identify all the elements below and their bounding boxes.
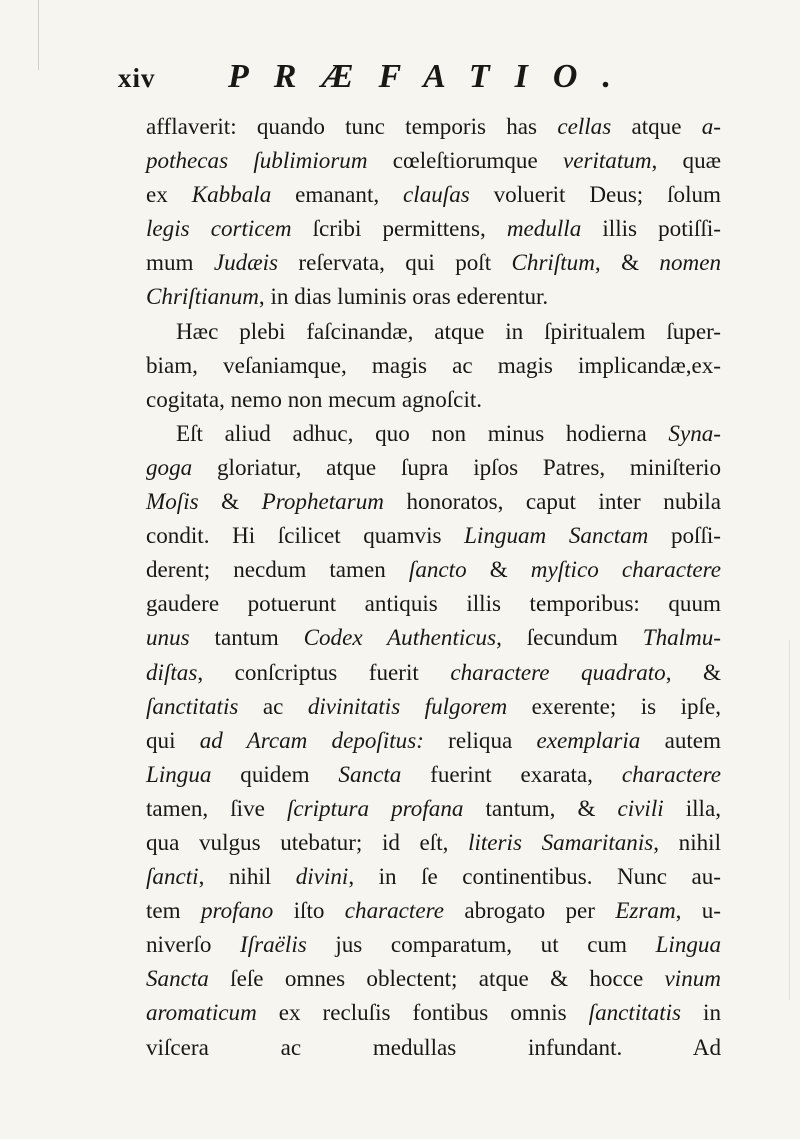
italic-run: aromaticum xyxy=(146,999,257,1026)
italic-run: ſancti xyxy=(146,863,199,890)
text-line xyxy=(146,791,721,825)
italic-run: ad Arcam depoſitus: xyxy=(199,726,424,753)
italic-run: Thalmu- xyxy=(642,624,722,651)
text-run: condit. Hi ſcilicet quamvis xyxy=(146,522,465,549)
text-run: niverſo xyxy=(146,931,241,958)
italic-run: Linguam Sanctam xyxy=(464,522,649,549)
catchword: Ad xyxy=(692,1033,721,1060)
text-run: reliqua xyxy=(423,726,537,753)
text-run: illis potiſſi- xyxy=(581,215,721,242)
text-run: viſcera ac medullas infundant. xyxy=(146,1033,623,1060)
text-run: , nihil xyxy=(653,828,721,855)
italic-run: pothecas ſublimiorum xyxy=(146,147,368,174)
italic-run: profano xyxy=(200,897,274,924)
text-line xyxy=(146,143,721,177)
text-line xyxy=(146,279,721,313)
text-line xyxy=(146,552,721,586)
italic-run: divinitatis fulgorem xyxy=(307,692,508,719)
paragraph xyxy=(146,109,721,314)
text-run: gloriatur, atque ſupra ipſos Patres, miniſterio xyxy=(192,453,721,480)
italic-run: myſtico charactere xyxy=(530,556,722,583)
text-line xyxy=(146,586,721,620)
text-line xyxy=(146,825,721,859)
text-run: , in ſe continentibus. Nunc au- xyxy=(348,863,721,890)
text-run: qua vulgus utebatur; id eſt, xyxy=(146,828,469,855)
italic-run: Sancta xyxy=(146,965,209,992)
italic-run: cellas xyxy=(557,113,612,139)
text-run: poſſi- xyxy=(648,522,721,549)
text-line xyxy=(146,109,721,143)
running-head xyxy=(118,58,710,108)
text-line xyxy=(146,314,721,348)
text-run: honoratos, caput inter nubila xyxy=(383,488,721,515)
text-run: , u- xyxy=(675,897,721,924)
italic-run: Prophetarum xyxy=(261,488,384,515)
text-run: cœleſtiorumque xyxy=(367,147,563,174)
italic-run: Chriſtum xyxy=(511,249,595,276)
italic-run: Chriſtianum xyxy=(146,283,259,310)
italic-run: civili xyxy=(617,794,664,821)
text-run: , & xyxy=(594,249,660,276)
text-line xyxy=(146,245,721,279)
text-run: tem xyxy=(146,897,201,924)
text-line xyxy=(146,177,721,211)
paragraph xyxy=(146,416,721,1064)
text-run: ſcribi permittens, xyxy=(291,215,507,242)
text-run: voluerit Deus; ſolum xyxy=(469,181,722,208)
text-line xyxy=(146,416,721,450)
text-run: gaudere potuerunt antiquis illis temporibus: quum xyxy=(146,590,721,617)
italic-run: legis corticem xyxy=(146,215,292,242)
text-run: ex xyxy=(146,181,192,208)
text-run: quidem xyxy=(211,760,339,787)
text-line xyxy=(146,927,721,961)
italic-run: Lingua xyxy=(655,931,722,958)
italic-run: a- xyxy=(701,113,721,139)
text-line xyxy=(146,620,721,654)
text-run: atque xyxy=(611,113,702,139)
text-run: Eſt aliud adhuc, quo non minus hodierna xyxy=(176,419,669,446)
text-line xyxy=(146,757,721,791)
text-run: derent; necdum tamen xyxy=(146,556,409,583)
text-run: , conſcriptus fuerit xyxy=(197,658,451,685)
italic-run: ſcriptura profana xyxy=(286,794,464,821)
paragraph xyxy=(146,314,721,416)
text-run: tantum, & xyxy=(463,794,618,821)
text-run: cogitata, nemo non mecum agnoſcit. xyxy=(146,385,483,412)
italic-run: medulla xyxy=(506,215,582,242)
running-title: PRÆFATIO. xyxy=(228,58,636,95)
text-run: autem xyxy=(640,726,721,753)
italic-run: ſanctitatis xyxy=(588,999,682,1026)
text-run: illa, xyxy=(663,794,721,821)
text-run: mum xyxy=(146,249,214,276)
italic-run: unus xyxy=(146,624,190,651)
text-line xyxy=(146,893,721,927)
text-line xyxy=(146,995,721,1029)
text-run: afflaverit: quando tunc temporis has xyxy=(146,113,558,139)
text-run: & xyxy=(198,488,262,515)
italic-run: Moſis xyxy=(146,488,199,515)
text-run: reſervata, qui poſt xyxy=(278,249,512,276)
italic-run: charactere xyxy=(621,760,721,787)
text-run: emanant, xyxy=(271,181,404,208)
italic-run: Ezram xyxy=(615,897,676,924)
italic-run: divini xyxy=(295,863,349,890)
italic-run: clauſas xyxy=(403,181,470,208)
text-run: & xyxy=(466,556,531,583)
text-run: Hæc plebi faſcinandæ, atque in ſpiritualem ſuper- xyxy=(176,317,721,344)
text-run: , quæ xyxy=(651,147,722,174)
text-run: tantum xyxy=(189,624,304,651)
text-run: tamen, ſive xyxy=(146,794,287,821)
italic-run: charactere xyxy=(344,897,444,924)
text-line xyxy=(146,211,721,245)
italic-run: Lingua xyxy=(146,760,212,787)
text-run: , & xyxy=(665,658,722,685)
text-run: , nihil xyxy=(198,863,296,890)
italic-run: Kabbala xyxy=(191,181,272,208)
text-run: fuerint exarata, xyxy=(401,760,622,787)
text-run: ſeſe omnes oblectent; atque & hocce xyxy=(208,965,665,992)
text-line xyxy=(146,382,721,416)
text-run: ac xyxy=(238,692,308,719)
italic-run: ſancto xyxy=(408,556,467,583)
italic-run: Syna- xyxy=(668,419,721,446)
text-line xyxy=(146,348,721,382)
italic-run: vinum xyxy=(664,965,721,992)
text-run: biam, veſaniamque, magis ac magis implicandæ,ex- xyxy=(146,351,721,378)
page-number: xiv xyxy=(118,63,156,93)
text-run: exerente; is ipſe, xyxy=(507,692,721,719)
text-line xyxy=(146,1030,721,1064)
italic-run: nomen xyxy=(659,249,721,276)
body-text xyxy=(146,109,721,1064)
text-line xyxy=(146,450,721,484)
italic-run: veritatum xyxy=(562,147,652,174)
italic-run: Iſraëlis xyxy=(240,931,307,958)
italic-run: exemplaria xyxy=(536,726,641,753)
italic-run: literis Samaritanis xyxy=(468,828,654,855)
italic-run: ſanctitatis xyxy=(146,692,239,719)
text-line xyxy=(146,961,721,995)
text-line xyxy=(146,859,721,893)
italic-run: diſtas xyxy=(146,658,198,685)
italic-run: Codex Authenticus xyxy=(303,624,497,651)
page-fold-mark xyxy=(789,640,792,1000)
text-line xyxy=(146,723,721,757)
text-run: iſto xyxy=(273,897,345,924)
page-edge-mark xyxy=(38,0,43,70)
text-line xyxy=(146,484,721,518)
text-run: abrogato per xyxy=(443,897,616,924)
text-line xyxy=(146,689,721,723)
text-run: , ſecundum xyxy=(496,624,643,651)
text-line xyxy=(146,655,721,689)
text-run: in xyxy=(681,999,721,1026)
italic-run: Sancta xyxy=(338,760,402,787)
text-line xyxy=(146,518,721,552)
italic-run: charactere quadrato xyxy=(450,658,666,685)
text-run: , in dias luminis oras ederentur. xyxy=(258,283,549,310)
text-run: qui xyxy=(146,726,200,753)
italic-run: Judæis xyxy=(213,249,279,276)
text-run: ex recluſis fontibus omnis xyxy=(256,999,589,1026)
italic-run: goga xyxy=(146,453,193,480)
text-run: jus comparatum, ut cum xyxy=(306,931,656,958)
